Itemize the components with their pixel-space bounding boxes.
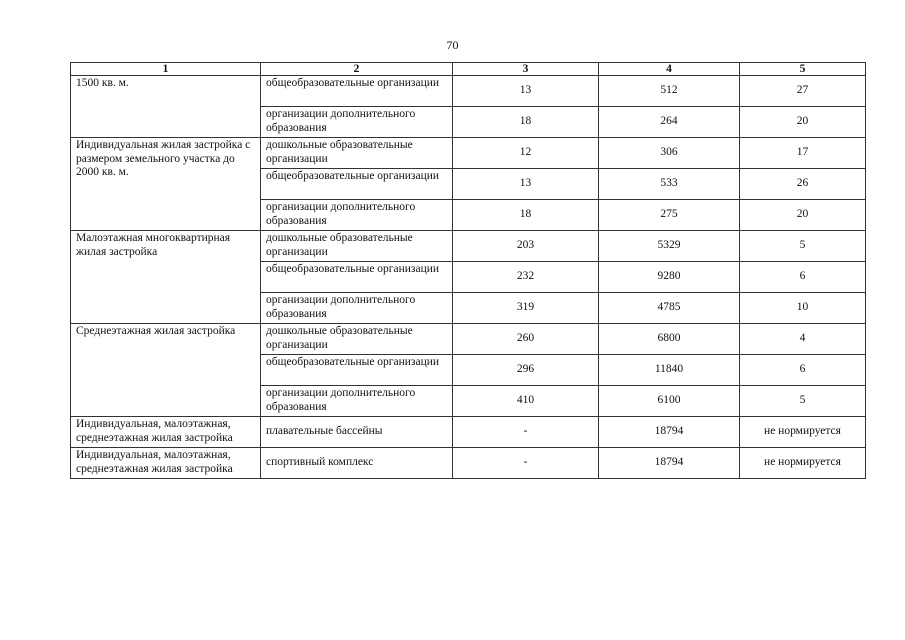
facility-cell: дошкольные образовательные организации <box>261 324 453 355</box>
value-col-4: 264 <box>599 107 740 138</box>
table-row <box>71 76 866 107</box>
zone-cell: Малоэтажная многоквартирная жилая застройка <box>71 231 261 324</box>
facility-cell: организации дополнительного образования <box>261 200 453 231</box>
value-col-3: 12 <box>453 138 599 169</box>
value-col-4: 5329 <box>599 231 740 262</box>
zone-cell: Среднеэтажная жилая застройка <box>71 324 261 417</box>
table-row <box>71 448 866 479</box>
value-col-5: не нормируется <box>740 448 866 479</box>
value-col-5: 5 <box>740 231 866 262</box>
value-col-4: 6100 <box>599 386 740 417</box>
value-col-4: 9280 <box>599 262 740 293</box>
value-col-5: 5 <box>740 386 866 417</box>
value-col-5: не нормируется <box>740 417 866 448</box>
value-col-4: 18794 <box>599 448 740 479</box>
value-col-3: 203 <box>453 231 599 262</box>
facility-cell: организации дополнительного образования <box>261 386 453 417</box>
value-col-3: - <box>453 417 599 448</box>
value-col-5: 17 <box>740 138 866 169</box>
value-col-5: 20 <box>740 200 866 231</box>
value-col-4: 6800 <box>599 324 740 355</box>
value-col-3: 410 <box>453 386 599 417</box>
facility-cell: организации дополнительного образования <box>261 107 453 138</box>
zone-cell: Индивидуальная, малоэтажная, среднеэтажная жилая застройка <box>71 417 261 448</box>
value-col-5: 27 <box>740 76 866 107</box>
value-col-5: 10 <box>740 293 866 324</box>
value-col-3: 13 <box>453 169 599 200</box>
facility-cell: дошкольные образовательные организации <box>261 231 453 262</box>
zone-cell: Индивидуальная, малоэтажная, среднеэтажная жилая застройка <box>71 448 261 479</box>
header-col-3: 3 <box>453 63 599 76</box>
value-col-3: - <box>453 448 599 479</box>
value-col-5: 26 <box>740 169 866 200</box>
facility-cell: плавательные бассейны <box>261 417 453 448</box>
facility-cell: общеобразовательные организации <box>261 262 453 293</box>
zone-cell: Индивидуальная жилая застройка с размером земельного участка до 2000 кв. м. <box>71 138 261 231</box>
value-col-3: 296 <box>453 355 599 386</box>
value-col-5: 20 <box>740 107 866 138</box>
value-col-4: 512 <box>599 76 740 107</box>
norms-table <box>70 62 866 479</box>
facility-cell: организации дополнительного образования <box>261 293 453 324</box>
facility-cell: общеобразовательные организации <box>261 355 453 386</box>
header-col-4: 4 <box>599 63 740 76</box>
value-col-3: 18 <box>453 200 599 231</box>
value-col-3: 319 <box>453 293 599 324</box>
header-col-1: 1 <box>71 63 261 76</box>
page-number: 70 <box>446 38 459 52</box>
table-row <box>71 417 866 448</box>
value-col-4: 18794 <box>599 417 740 448</box>
facility-cell: дошкольные образовательные организации <box>261 138 453 169</box>
value-col-4: 306 <box>599 138 740 169</box>
value-col-4: 11840 <box>599 355 740 386</box>
table-row <box>71 324 866 355</box>
value-col-5: 6 <box>740 262 866 293</box>
value-col-3: 13 <box>453 76 599 107</box>
value-col-3: 232 <box>453 262 599 293</box>
header-row <box>71 63 866 76</box>
value-col-4: 533 <box>599 169 740 200</box>
facility-cell: общеобразовательные организации <box>261 76 453 107</box>
facility-cell: общеобразовательные организации <box>261 169 453 200</box>
table-row <box>71 231 866 262</box>
value-col-3: 18 <box>453 107 599 138</box>
facility-cell: спортивный комплекс <box>261 448 453 479</box>
value-col-3: 260 <box>453 324 599 355</box>
header-col-2: 2 <box>261 63 453 76</box>
value-col-5: 4 <box>740 324 866 355</box>
value-col-5: 6 <box>740 355 866 386</box>
zone-cell: 1500 кв. м. <box>71 76 261 138</box>
table-row <box>71 138 866 169</box>
header-col-5: 5 <box>740 63 866 76</box>
value-col-4: 4785 <box>599 293 740 324</box>
value-col-4: 275 <box>599 200 740 231</box>
